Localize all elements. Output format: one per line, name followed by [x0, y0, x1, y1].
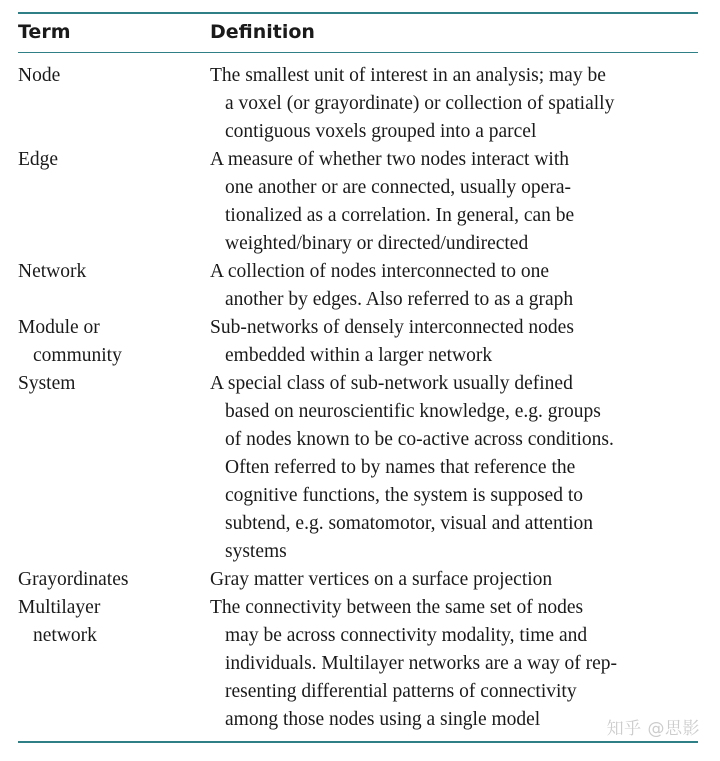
definition-line: contiguous voxels grouped into a parcel	[225, 121, 537, 142]
term-cell	[18, 370, 210, 566]
term-line: Multilayer	[18, 597, 101, 618]
table-body	[18, 62, 698, 734]
term-text	[18, 62, 210, 90]
table-bottom-rule	[18, 741, 698, 743]
term-cell	[18, 566, 210, 594]
definition-line: of nodes known to be co-active across conditions.	[225, 429, 614, 450]
definition-line: tionalized as a correlation. In general, can be	[225, 205, 575, 226]
term-line: community	[33, 345, 122, 366]
term-text	[18, 370, 210, 398]
term-text	[18, 566, 210, 594]
table-header-rule	[18, 52, 698, 53]
definition-line: individuals. Multilayer networks are a way of rep-	[225, 653, 618, 674]
term-line: network	[33, 625, 97, 646]
term-cell	[18, 62, 210, 146]
term-line: Edge	[18, 149, 59, 170]
definition-line: A measure of whether two nodes interact with	[210, 149, 570, 170]
definition-text	[210, 314, 694, 370]
definition-line: embedded within a larger network	[225, 345, 493, 366]
definition-line: a voxel (or grayordinate) or collection of spatially	[225, 93, 615, 114]
definition-line: cognitive functions, the system is supposed to	[225, 485, 584, 506]
definition-text	[210, 258, 694, 314]
table-row	[18, 370, 698, 566]
term-line: Grayordinates	[18, 569, 129, 590]
table-row	[18, 62, 698, 146]
table-row	[18, 146, 698, 258]
definition-text	[210, 594, 694, 734]
term-text	[18, 594, 210, 650]
definition-line: Often referred to by names that reference the	[225, 457, 576, 478]
table-row	[18, 258, 698, 314]
definition-text	[210, 146, 694, 258]
definition-line: subtend, e.g. somatomotor, visual and attention	[225, 513, 594, 534]
definition-cell	[210, 566, 694, 594]
definition-text	[210, 62, 694, 146]
definition-line: A special class of sub-network usually defined	[210, 373, 573, 394]
definition-line: Gray matter vertices on a surface projection	[210, 569, 553, 590]
definition-line: based on neuroscientific knowledge, e.g. groups	[225, 401, 601, 422]
definition-line: The smallest unit of interest in an analysis; may be	[210, 65, 606, 86]
term-cell	[18, 258, 210, 314]
definition-line: among those nodes using a single model	[225, 709, 541, 730]
table-row	[18, 566, 698, 594]
term-line: Node	[18, 65, 61, 86]
definition-cell	[210, 314, 694, 370]
definition-line: The connectivity between the same set of nodes	[210, 597, 584, 618]
definition-line: Sub-networks of densely interconnected nodes	[210, 317, 574, 338]
term-line: Module or	[18, 317, 100, 338]
term-text	[18, 258, 210, 286]
watermark: 知乎 @思影	[606, 719, 700, 739]
definition-line: resenting differential patterns of connectivity	[225, 681, 577, 702]
column-header-term: Term	[18, 21, 71, 43]
definition-cell	[210, 146, 694, 258]
definition-line: A collection of nodes interconnected to one	[210, 261, 549, 282]
term-line: System	[18, 373, 76, 394]
term-text	[18, 146, 210, 174]
definition-text	[210, 370, 694, 566]
column-header-definition: Definition	[210, 21, 315, 43]
table-header	[18, 14, 698, 52]
definition-cell	[210, 258, 694, 314]
term-cell	[18, 594, 210, 734]
term-cell	[18, 146, 210, 258]
term-line: Network	[18, 261, 87, 282]
definition-line: another by edges. Also referred to as a graph	[225, 289, 574, 310]
definition-text	[210, 566, 694, 594]
table-row	[18, 314, 698, 370]
definition-line: weighted/binary or directed/undirected	[225, 233, 529, 254]
definition-cell	[210, 594, 694, 734]
definition-cell	[210, 62, 694, 146]
definition-line: one another or are connected, usually opera-	[225, 177, 571, 198]
table-row	[18, 594, 698, 734]
term-cell	[18, 314, 210, 370]
definition-line: may be across connectivity modality, time and	[225, 625, 588, 646]
definition-cell	[210, 370, 694, 566]
term-text	[18, 314, 210, 370]
definition-line: systems	[225, 541, 287, 562]
